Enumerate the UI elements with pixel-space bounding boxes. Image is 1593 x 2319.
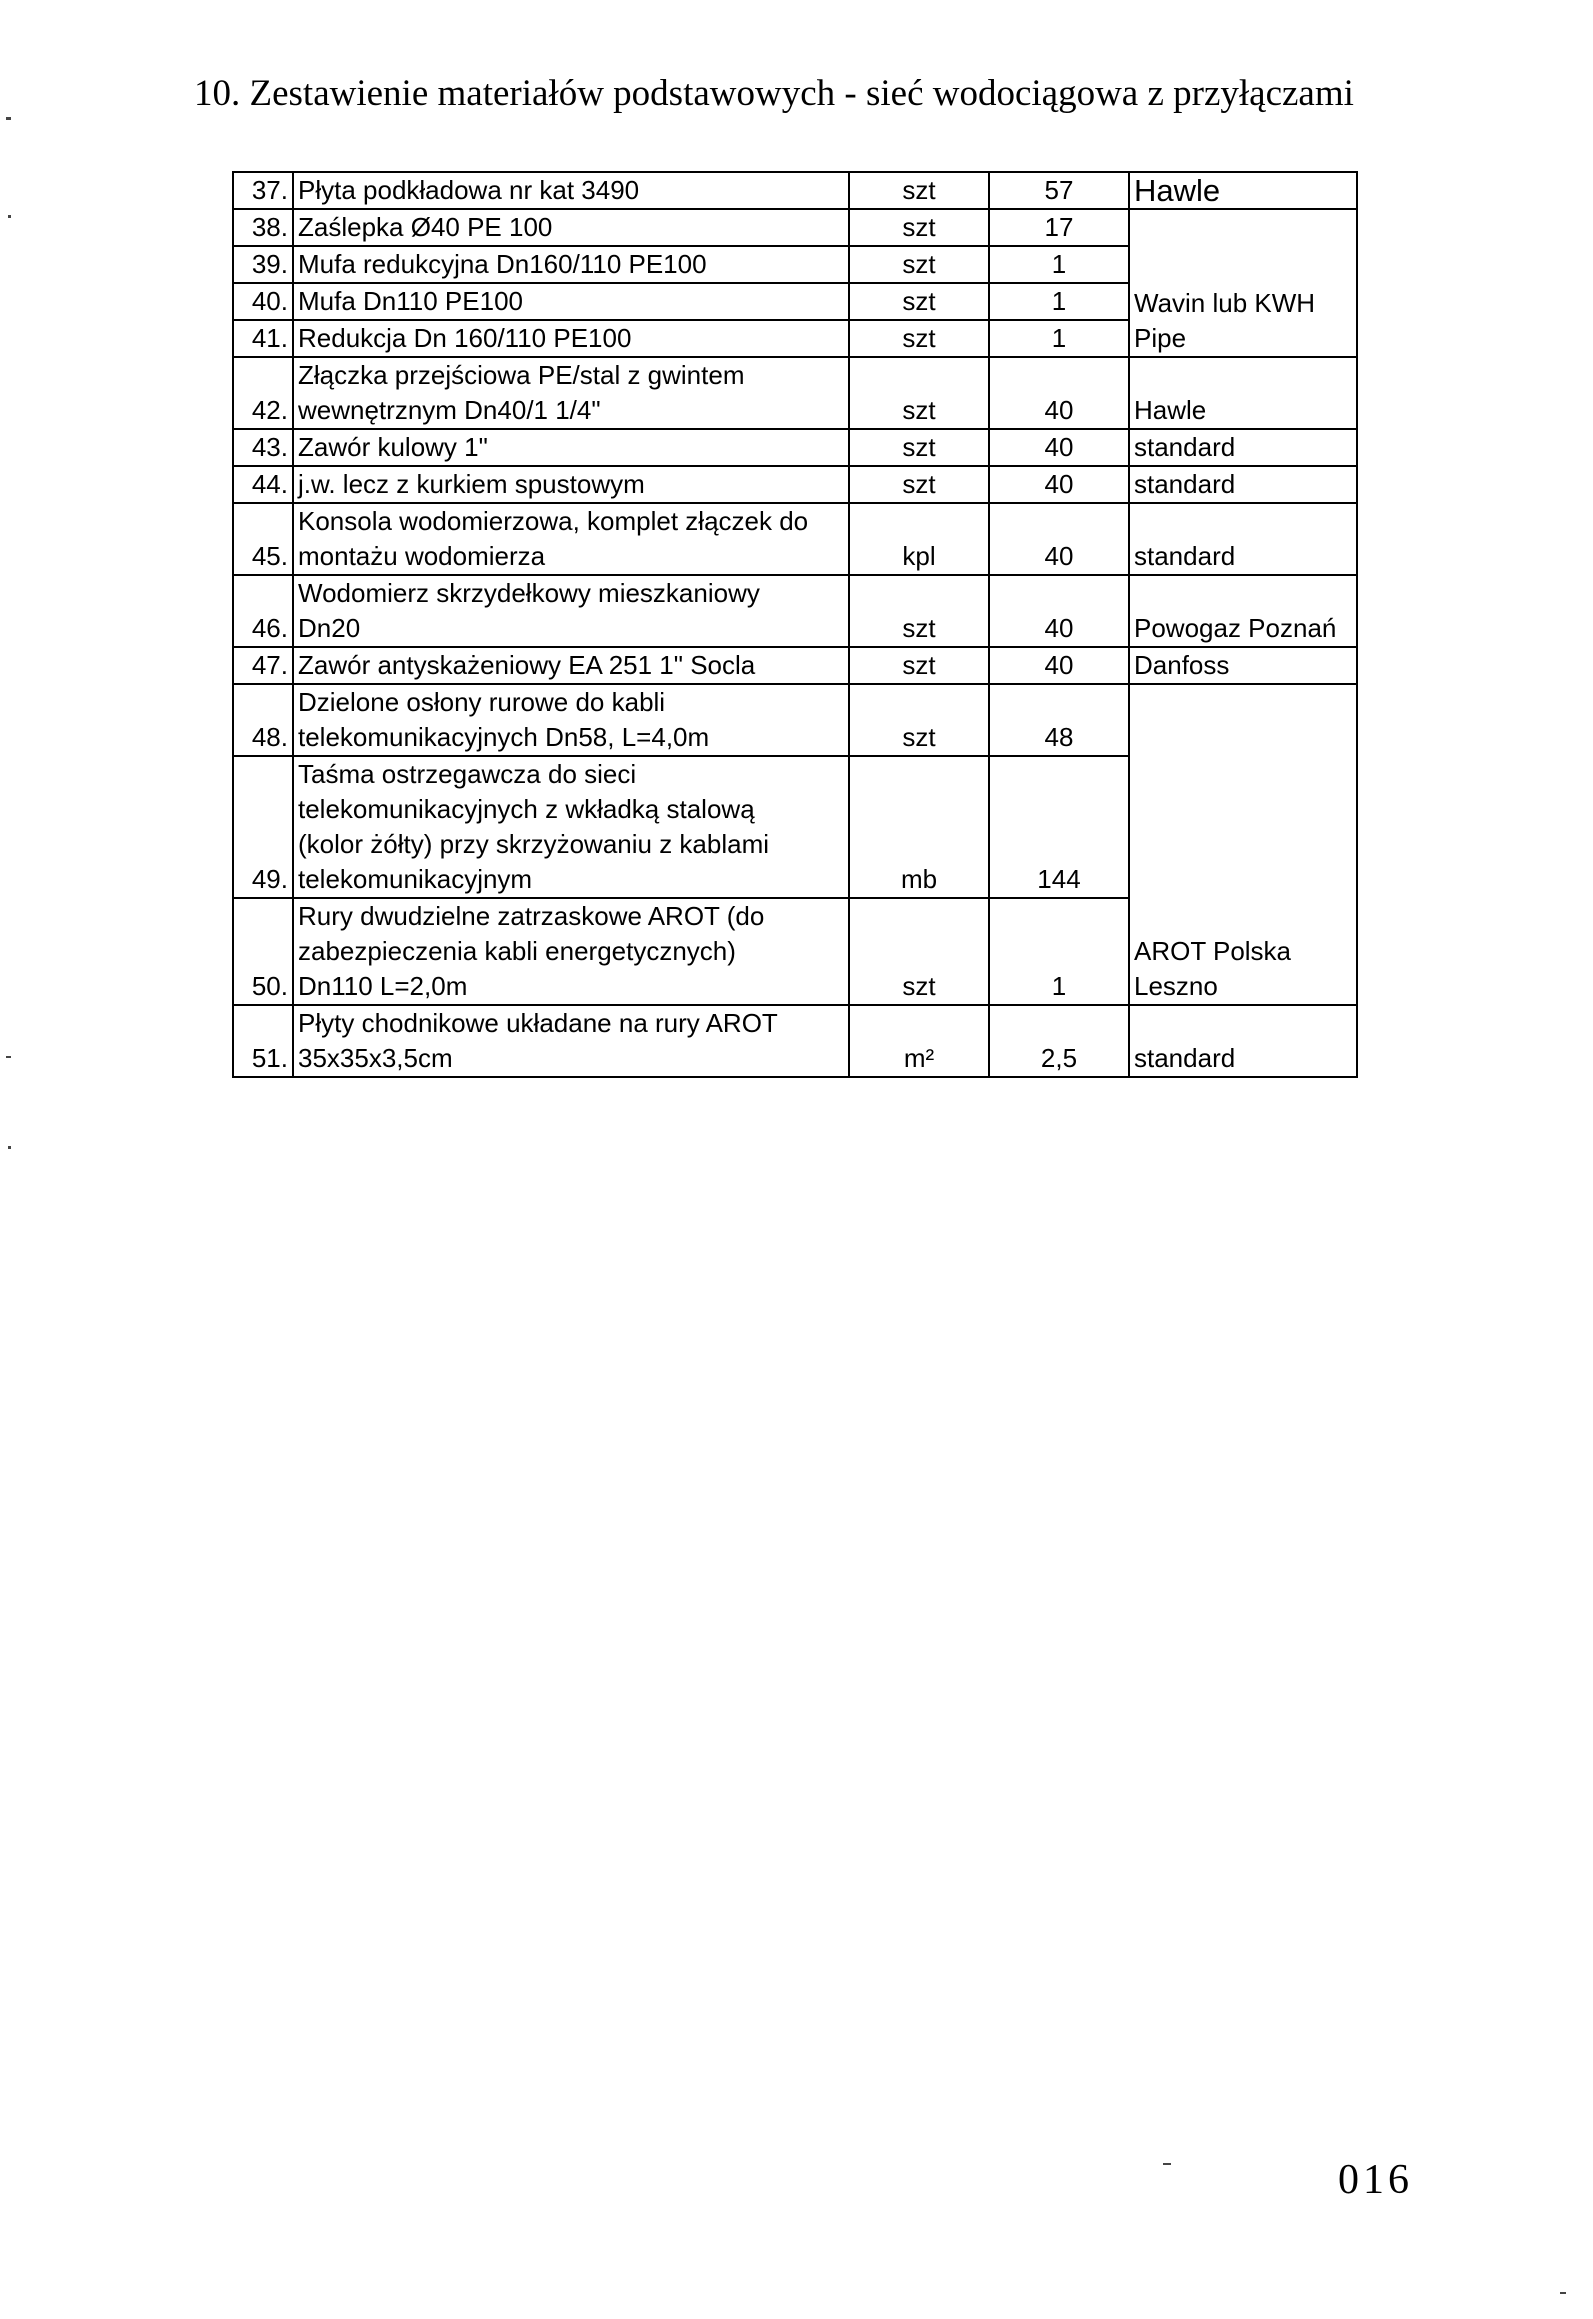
table-row [233,466,1357,503]
item-name: Taśma ostrzegawcza do sieci telekomunikacyjnych z wkładką stalową (kolor żółty) przy skrzyżowaniu z kablami telekomunikacyjnym [293,756,849,898]
item-manufacturer: Hawle [1129,172,1357,209]
item-name: Zawór antyskażeniowy EA 251 1" Socla [293,647,849,684]
table-row [233,209,1357,246]
table-row [233,575,1357,647]
table-row [233,172,1357,209]
item-quantity: 40 [989,503,1129,575]
item-quantity: 1 [989,898,1129,1005]
table-row [233,429,1357,466]
item-quantity: 1 [989,320,1129,357]
item-unit: szt [849,320,989,357]
row-number: 37. [233,172,293,209]
item-manufacturer: standard [1129,1005,1357,1077]
item-name: Konsola wodomierzowa, komplet złączek do montażu wodomierza [293,503,849,575]
scan-speck [6,1056,11,1058]
item-manufacturer: Powogaz Poznań [1129,575,1357,647]
materials-table [232,171,1358,1078]
item-name: Mufa redukcyjna Dn160/110 PE100 [293,246,849,283]
item-unit: szt [849,575,989,647]
row-number: 44. [233,466,293,503]
item-manufacturer: Danfoss [1129,647,1357,684]
row-number: 38. [233,209,293,246]
item-manufacturer: Wavin lub KWH Pipe [1129,209,1357,357]
row-number: 48. [233,684,293,756]
item-unit: szt [849,357,989,429]
item-name: Zawór kulowy 1" [293,429,849,466]
table-row [233,357,1357,429]
item-quantity: 1 [989,246,1129,283]
item-name: Złączka przejściowa PE/stal z gwintem wewnętrznym Dn40/1 1/4" [293,357,849,429]
item-unit: mb [849,756,989,898]
scan-speck [1163,2163,1171,2165]
row-number: 51. [233,1005,293,1077]
item-unit: szt [849,172,989,209]
item-name: j.w. lecz z kurkiem spustowym [293,466,849,503]
document-heading: 10. Zestawienie materiałów podstawowych - sieć wodociągowa z przyłączami [194,73,1354,114]
item-name: Redukcja Dn 160/110 PE100 [293,320,849,357]
item-quantity: 40 [989,466,1129,503]
item-unit: szt [849,647,989,684]
item-unit: szt [849,684,989,756]
item-name: Zaślepka Ø40 PE 100 [293,209,849,246]
item-name: Mufa Dn110 PE100 [293,283,849,320]
row-number: 43. [233,429,293,466]
item-manufacturer: Hawle [1129,357,1357,429]
item-unit: szt [849,246,989,283]
row-number: 50. [233,898,293,1005]
item-unit: m² [849,1005,989,1077]
table-row [233,647,1357,684]
row-number: 39. [233,246,293,283]
item-unit: szt [849,209,989,246]
row-number: 40. [233,283,293,320]
scan-speck [6,117,11,120]
row-number: 41. [233,320,293,357]
item-quantity: 40 [989,429,1129,466]
item-unit: szt [849,898,989,1005]
table-row [233,503,1357,575]
scan-speck [8,1146,11,1149]
item-quantity: 17 [989,209,1129,246]
item-unit: szt [849,283,989,320]
scan-speck [1560,2292,1566,2294]
table-row [233,1005,1357,1077]
item-name: Rury dwudzielne zatrzaskowe AROT (do zabezpieczenia kabli energetycznych) Dn110 L=2,0m [293,898,849,1005]
item-name: Płyta podkładowa nr kat 3490 [293,172,849,209]
row-number: 46. [233,575,293,647]
item-quantity: 2,5 [989,1005,1129,1077]
item-unit: szt [849,429,989,466]
row-number: 42. [233,357,293,429]
page-number: 016 [1338,2157,1413,2203]
item-quantity: 40 [989,357,1129,429]
item-quantity: 48 [989,684,1129,756]
item-name: Wodomierz skrzydełkowy mieszkaniowy Dn20 [293,575,849,647]
item-unit: kpl [849,503,989,575]
item-quantity: 144 [989,756,1129,898]
row-number: 45. [233,503,293,575]
item-quantity: 40 [989,575,1129,647]
item-manufacturer: standard [1129,503,1357,575]
row-number: 47. [233,647,293,684]
item-name: Płyty chodnikowe układane na rury AROT 35x35x3,5cm [293,1005,849,1077]
item-unit: szt [849,466,989,503]
item-manufacturer: standard [1129,429,1357,466]
item-quantity: 1 [989,283,1129,320]
scan-speck [8,215,11,218]
item-manufacturer: standard [1129,466,1357,503]
item-name: Dzielone osłony rurowe do kabli telekomunikacyjnych Dn58, L=4,0m [293,684,849,756]
item-manufacturer: AROT Polska Leszno [1129,684,1357,1005]
row-number: 49. [233,756,293,898]
item-quantity: 40 [989,647,1129,684]
table-row [233,684,1357,756]
item-quantity: 57 [989,172,1129,209]
